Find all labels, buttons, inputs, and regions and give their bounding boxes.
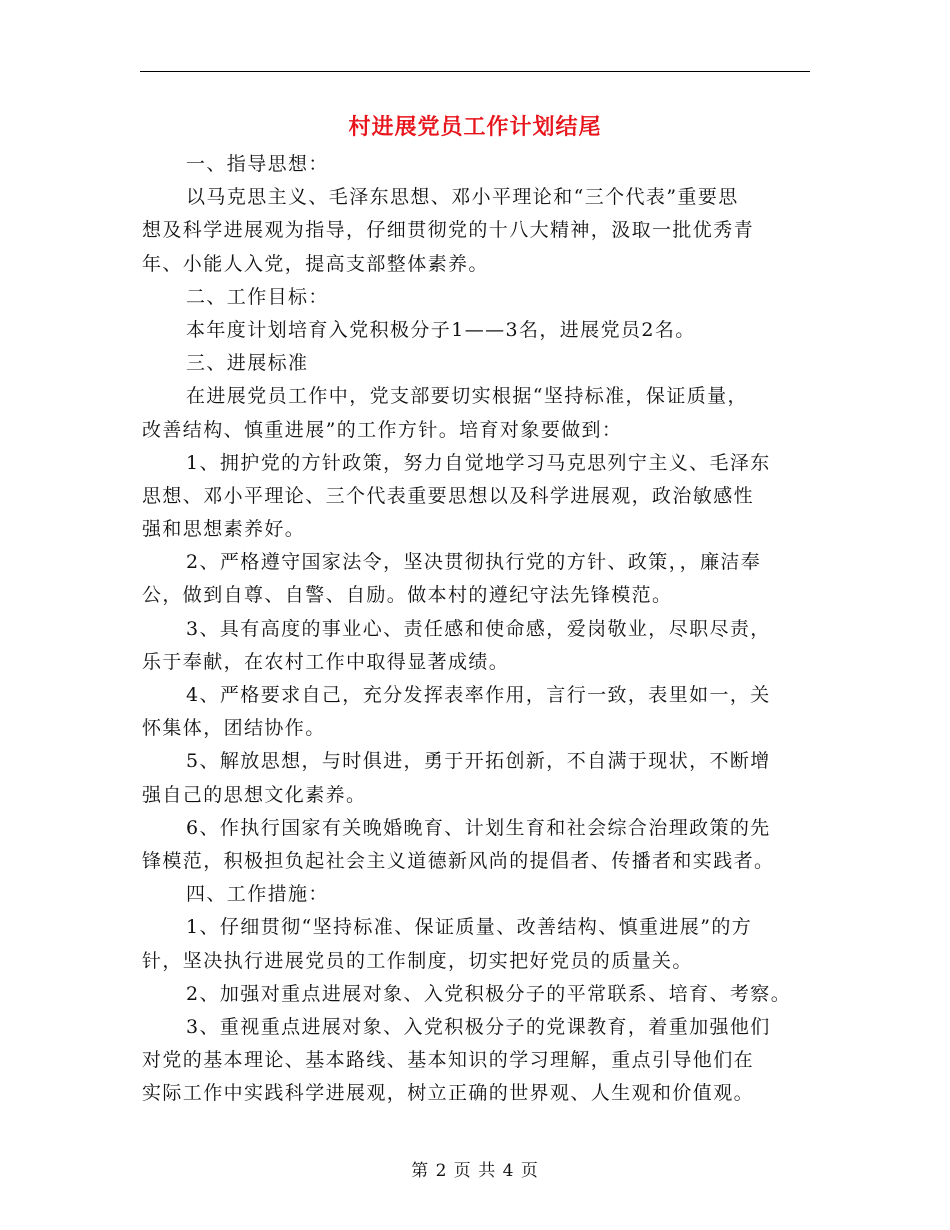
body-line: 6、作执行国家有关晚婚晚育、计划生育和社会综合治理政策的先 (186, 816, 771, 839)
body-line: 强和思想素养好。 (142, 518, 306, 541)
body-line: 5、解放思想，与时俱进，勇于开拓创新，不自满于现状，不断增 (186, 750, 771, 773)
body-line: 二、工作目标： (186, 285, 329, 308)
body-line: 本年度计划培育入党积极分子1——3名，进展党员2名。 (186, 318, 696, 341)
body-line: 想及科学进展观为指导，仔细贯彻党的十八大精神，汲取一批优秀青 (142, 219, 755, 242)
body-line: 2、加强对重点进展对象、入党积极分子的平常联系、培育、考察。 (186, 982, 792, 1005)
body-line: 3、具有高度的事业心、责任感和使命感，爱岗敬业，尽职尽责， (186, 617, 771, 640)
document-title: 村进展党员工作计划结尾 (348, 114, 602, 140)
body-line: 思想、邓小平理论、三个代表重要思想以及科学进展观，政治敏感性 (142, 484, 755, 507)
body-line: 三、进展标准 (186, 352, 309, 375)
body-line: 改善结构、慎重进展”的工作方针。培育对象要做到： (142, 418, 623, 441)
body-line: 2、严格遵守国家法令，坚决贯彻执行党的方针、政策，，廉洁奉 (186, 551, 762, 574)
body-line: 在进展党员工作中，党支部要切实根据“坚持标准，保证质量， (186, 385, 748, 408)
body-line: 1、仔细贯彻“坚持标准、保证质量、改善结构、慎重进展”的方 (186, 916, 753, 939)
body-line: 四、工作措施： (186, 883, 329, 906)
header-rule (140, 71, 810, 72)
body-line: 对党的基本理论、基本路线、基本知识的学习理解，重点引导他们在 (142, 1049, 755, 1072)
body-line: 实际工作中实践科学进展观，树立正确的世界观、人生观和价值观。 (142, 1082, 755, 1105)
body-line: 4、严格要求自己，充分发挥表率作用，言行一致，表里如一，关 (186, 684, 771, 706)
body-line: 一、指导思想： (186, 153, 329, 175)
body-line: 年、小能人入党，提高支部整体素养。 (142, 252, 489, 275)
body-line: 强自己的思想文化素养。 (142, 783, 367, 806)
body-line: 1、拥护党的方针政策，努力自觉地学习马克思列宁主义、毛泽东 (186, 451, 771, 474)
page-number: 第 2 页 共 4 页 (411, 1161, 539, 1181)
body-line: 乐于奉献，在农村工作中取得显著成绩。 (142, 650, 510, 673)
body-line: 公，做到自尊、自警、自励。做本村的遵纪守法先锋模范。 (142, 584, 673, 607)
body-line: 锋模范，积极担负起社会主义道德新风尚的提倡者、传播者和实践者。 (142, 849, 775, 872)
document-body (142, 148, 810, 1110)
body-line: 针，坚决执行进展党员的工作制度，切实把好党员的质量关。 (142, 949, 693, 972)
body-line: 怀集体，团结协作。 (142, 717, 326, 740)
body-line: 3、重视重点进展对象、入党积极分子的党课教育，着重加强他们 (186, 1015, 771, 1038)
body-line: 以马克思主义、毛泽东思想、邓小平理论和“三个代表”重要思 (186, 186, 739, 209)
